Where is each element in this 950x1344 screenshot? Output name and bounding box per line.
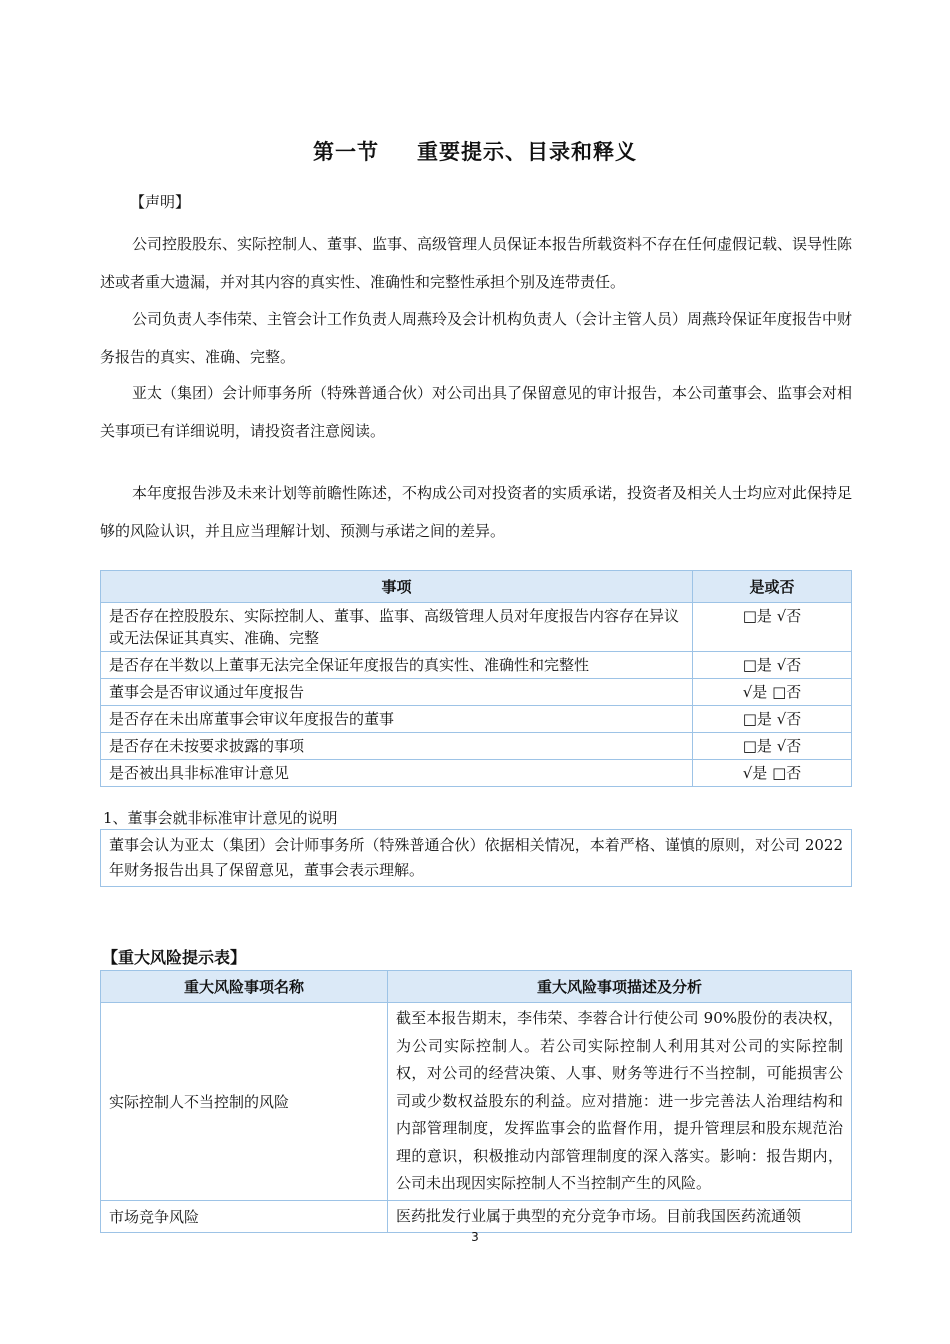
- section-title: [0, 136, 950, 166]
- matter-answer: □是 √否: [693, 733, 852, 760]
- matter-item: 是否被出具非标准审计意见: [101, 760, 693, 787]
- audit-note-box: 董事会认为亚太（集团）会计师事务所（特殊普通合伙）依据相关情况，本着严格、谨慎的原则，对公司 2022 年财务报告出具了保留意见，董事会表示理解。: [100, 829, 852, 887]
- matters-header-answer: 是或否: [693, 571, 852, 603]
- paragraph-guarantee: 公司控股股东、实际控制人、董事、监事、高级管理人员保证本报告所载资料不存在任何虚假记载、误导性陈述或者重大遗漏，并对其内容的真实性、准确性和完整性承担个别及连带责任。: [100, 235, 853, 291]
- risk-table-header: [101, 971, 852, 1003]
- risk-table: [100, 970, 852, 1233]
- declaration-label: 【声明】: [130, 193, 191, 211]
- table-row: [101, 603, 852, 652]
- risk-name: 实际控制人不当控制的风险: [101, 1003, 388, 1201]
- table-row: [101, 1200, 852, 1233]
- matter-item: 是否存在未按要求披露的事项: [101, 733, 693, 760]
- risk-header-name: 重大风险事项名称: [101, 971, 388, 1003]
- matter-item: 是否存在控股股东、实际控制人、董事、监事、高级管理人员对年度报告内容存在异议或无法保证其真实、准确、完整: [101, 603, 693, 652]
- matter-answer: √是 □否: [693, 760, 852, 787]
- risk-name: 市场竞争风险: [101, 1200, 388, 1233]
- audit-note-heading: 1、董事会就非标准审计意见的说明: [103, 809, 338, 827]
- table-row: [101, 760, 852, 787]
- matter-answer: □是 √否: [693, 652, 852, 679]
- paragraph-responsible-persons: 公司负责人李伟荣、主管会计工作负责人周燕玲及会计机构负责人（会计主管人员）周燕玲保证年度报告中财务报告的真实、准确、完整。: [100, 310, 853, 366]
- paragraph-audit-opinion: 亚太（集团）会计师事务所（特殊普通合伙）对公司出具了保留意见的审计报告，本公司董事会、监事会对相关事项已有详细说明，请投资者注意阅读。: [100, 384, 853, 440]
- matters-table-header: [101, 571, 852, 603]
- matter-answer: □是 √否: [693, 706, 852, 733]
- matter-item: 董事会是否审议通过年度报告: [101, 679, 693, 706]
- section-number: 第一节: [313, 140, 379, 164]
- page-number: 3: [471, 1230, 479, 1244]
- matter-answer: √是 □否: [693, 679, 852, 706]
- paragraph-forward-looking: 本年度报告涉及未来计划等前瞻性陈述，不构成公司对投资者的实质承诺，投资者及相关人士均应对此保持足够的风险认识，并且应当理解计划、预测与承诺之间的差异。: [100, 484, 853, 540]
- risk-table-title: 【重大风险提示表】: [102, 948, 247, 967]
- table-row: [101, 733, 852, 760]
- matter-item: 是否存在半数以上董事无法完全保证年度报告的真实性、准确性和完整性: [101, 652, 693, 679]
- matters-table: [100, 570, 852, 787]
- matters-header-item: 事项: [101, 571, 693, 603]
- table-row: [101, 679, 852, 706]
- table-row: [101, 706, 852, 733]
- table-row: [101, 1003, 852, 1201]
- section-name: 重要提示、目录和释义: [417, 140, 637, 164]
- risk-description: 截至本报告期末，李伟荣、李蓉合计行使公司 90%股份的表决权，为公司实际控制人。若公司实际控制人利用其对公司的实际控制权，对公司的经营决策、人事、财务等进行不当控制，可能损害公司或少数权益股东的利益。应对措施：进一步完善法人治理结构和内部管理制度，发挥监事会的监督作用，提升管理层和股东规范治理的意识，积极推动内部管理制度的深入落实。影响：报告期内，公司未出现因实际控制人不当控制产生的风险。: [388, 1003, 852, 1201]
- matter-answer: □是 √否: [693, 603, 852, 652]
- table-row: [101, 652, 852, 679]
- risk-description: 医药批发行业属于典型的充分竞争市场。目前我国医药流通领: [388, 1200, 852, 1233]
- risk-header-description: 重大风险事项描述及分析: [388, 971, 852, 1003]
- matter-item: 是否存在未出席董事会审议年度报告的董事: [101, 706, 693, 733]
